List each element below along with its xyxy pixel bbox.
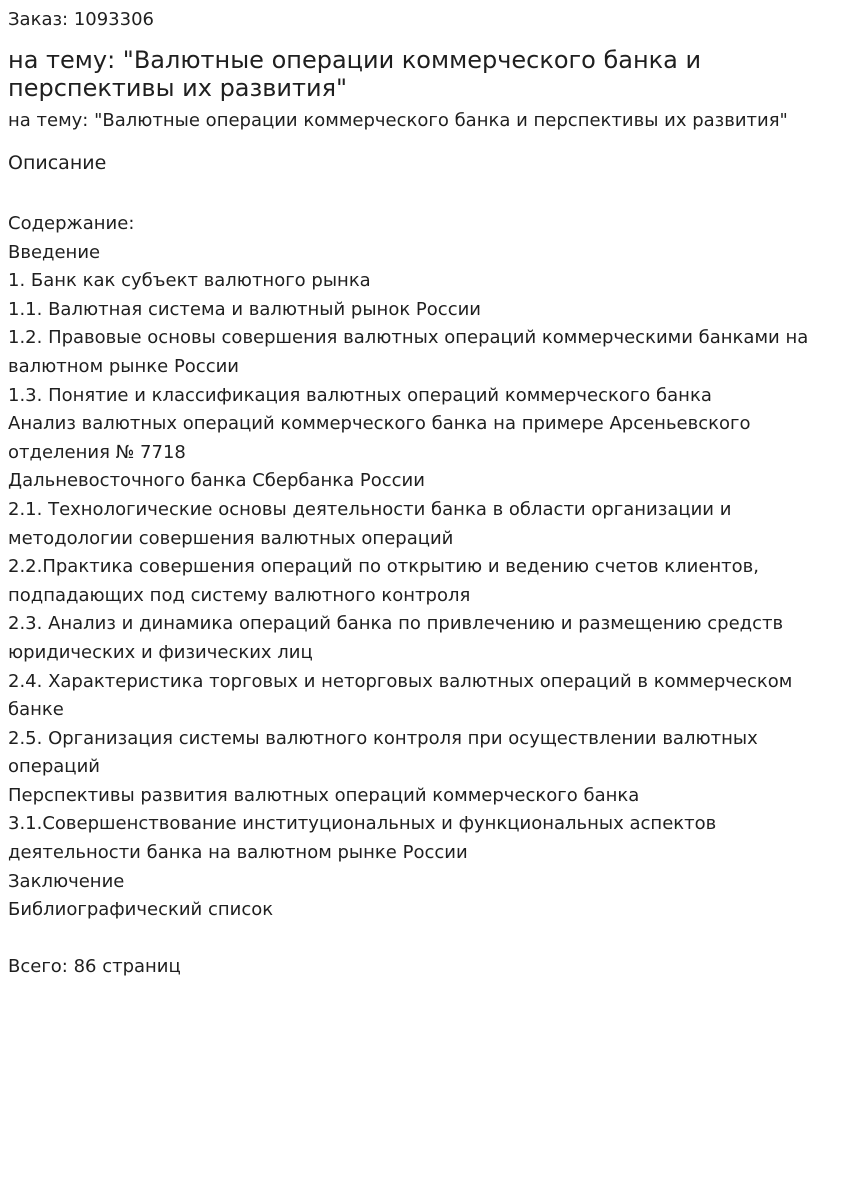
contents-item: 1. Банк как субъект валютного рынка	[8, 270, 371, 292]
page-subtitle: на тему: "Валютные операции коммерческого банка и перспективы их развития"	[8, 110, 788, 131]
order-number: Заказ: 1093306	[8, 9, 154, 30]
contents-item: 1.3. Понятие и классификация валютных операций коммерческого банка	[8, 384, 712, 406]
contents-item: Анализ валютных операций коммерческого банка на примере Арсеньевского отделения № 7718	[8, 413, 751, 463]
contents-item: 2.1. Технологические основы деятельности банка в области организации и методологии совершения валютных операций	[8, 498, 732, 549]
table-of-contents	[8, 210, 839, 925]
description-label: Описание	[8, 152, 107, 174]
contents-item: Заключение	[8, 870, 125, 892]
contents-item: Дальневосточного банка Сбербанка России	[8, 470, 425, 492]
contents-heading: Содержание:	[8, 213, 135, 234]
page-title: на тему: "Валютные операции коммерческого банка и перспективы их развития"	[8, 46, 702, 102]
contents-list	[8, 239, 839, 925]
contents-item: 3.1.Совершенствование институциональных и функциональных аспектов деятельности банка на валютном рынке России	[8, 813, 717, 864]
contents-item: Библиографический список	[8, 899, 274, 921]
contents-item: Перспективы развития валютных операций коммерческого банка	[8, 784, 640, 806]
contents-item: 1.2. Правовые основы совершения валютных операций коммерческими банками на валютном рынке России	[8, 327, 809, 377]
contents-item: 2.3. Анализ и динамика операций банка по привлечению и размещению средств юридических и физических лиц	[8, 613, 784, 663]
contents-item: 2.2.Практика совершения операций по открытию и ведению счетов клиентов, подпадающих под систему валютного контроля	[8, 556, 759, 606]
contents-item: Введение	[8, 241, 101, 263]
contents-item: 1.1. Валютная система и валютный рынок России	[8, 298, 481, 320]
total-pages: Всего: 86 страниц	[8, 956, 181, 978]
contents-item: 2.4. Характеристика торговых и неторговых валютных операций в коммерческом банке	[8, 670, 793, 721]
contents-item: 2.5. Организация системы валютного контроля при осуществлении валютных операций	[8, 727, 758, 778]
